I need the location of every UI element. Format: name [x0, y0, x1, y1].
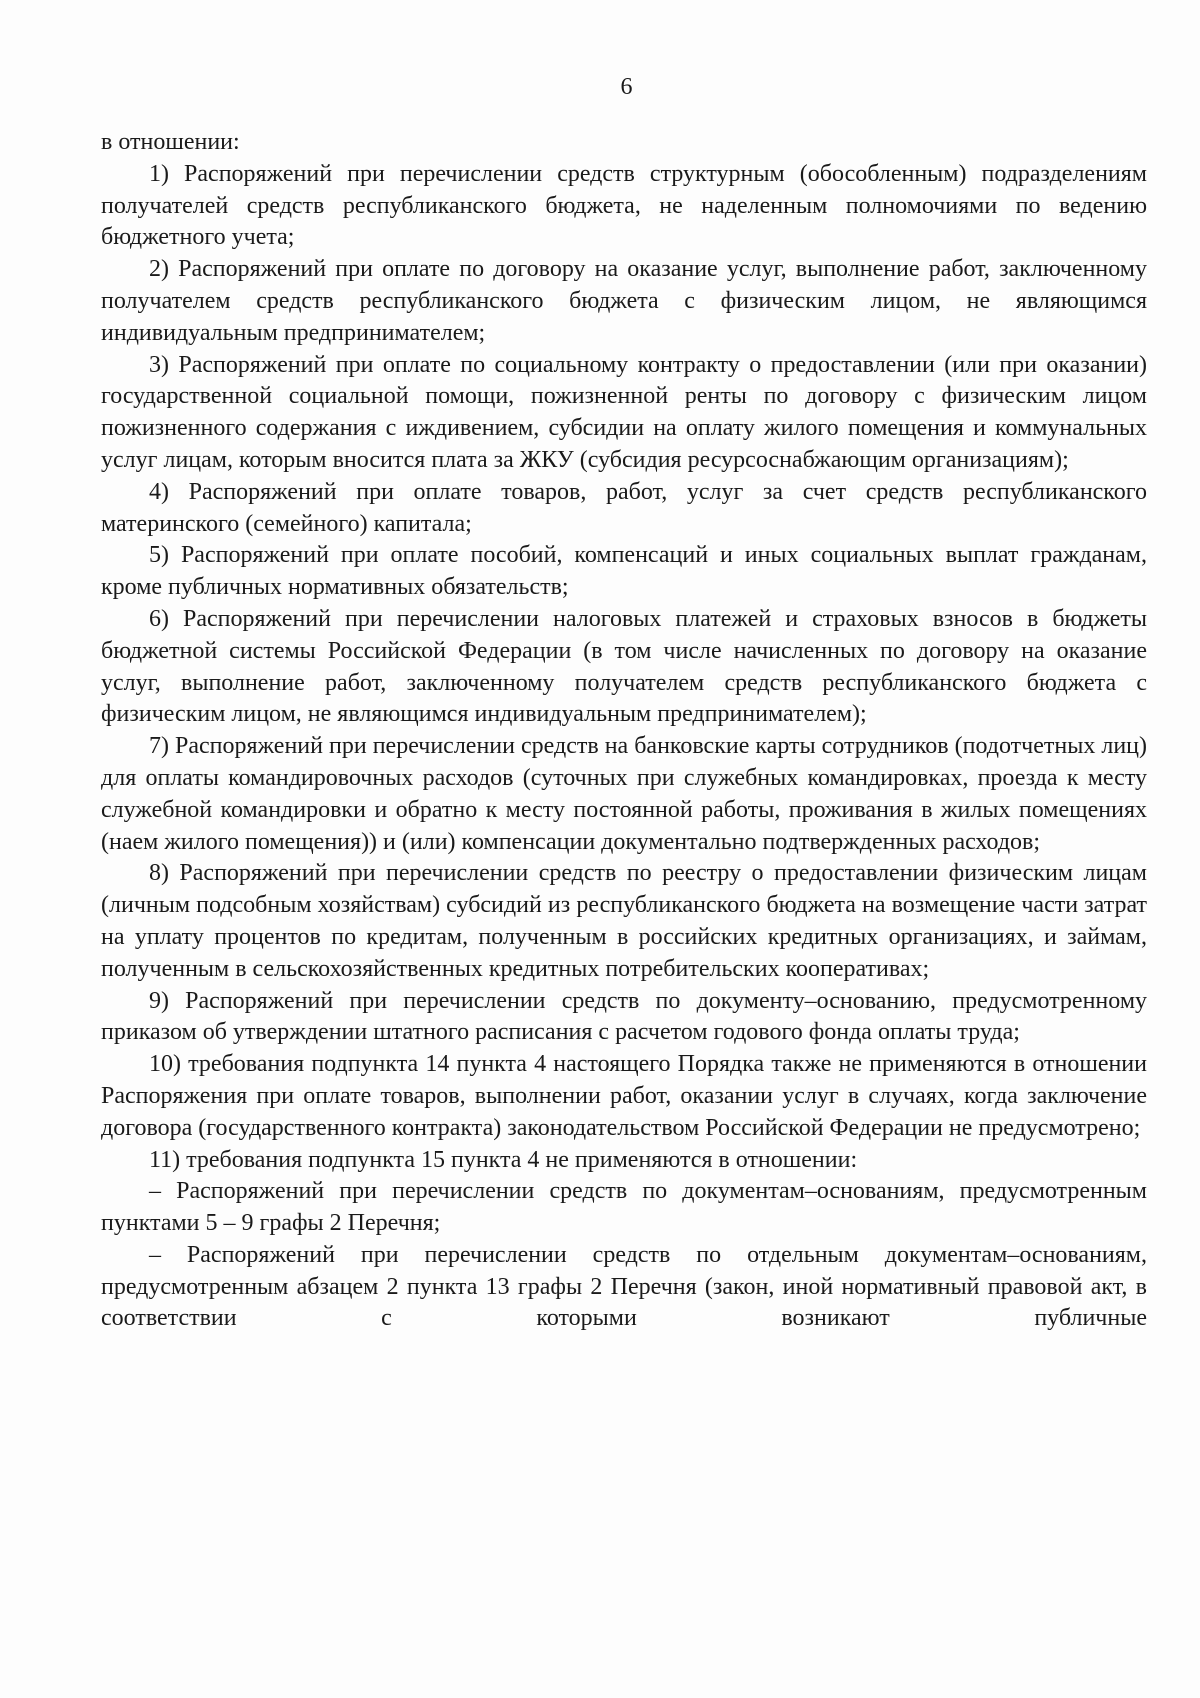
paragraph-intro: в отношении: — [101, 129, 240, 155]
paragraph-item-3: 3) Распоряжений при оплате по социальному контракту о предоставлении (или при оказании) государственной социальной помощи, пожизненной ренты по договору с физическим лицом пожизненного содержания с иждивением, субсидии на оплату жилого помещения и коммунальных услуг лицам, которым вносится плата за ЖКУ (субсидия ресурсоснабжающим организациям); — [101, 351, 1147, 473]
paragraph-item-11: 11) требования подпункта 15 пункта 4 не применяются в отношении: — [149, 1146, 858, 1173]
paragraph-item-8: 8) Распоряжений при перечислении средств по реестру о предоставлении физическим лицам (личным подсобным хозяйствам) субсидий из республиканского бюджета на возмещение части затрат на уплату процентов по кредитам, полученным в российских кредитных организациях, и займам, полученным в сельскохозяйственных кредитных потребительских кооперативах; — [101, 860, 1147, 982]
paragraph-item-7: 7) Распоряжений при перечислении средств на банковские карты сотрудников (подотчетных лиц) для оплаты командировочных расходов (суточных при служебных командировках, проезда к месту служебной командировки и обратно к месту постоянной работы, проживания в жилых помещениях (наем жилого помещения)) и (или) компенсации документально подтвержденных расходов; — [101, 733, 1147, 855]
paragraph-item-1: 1) Распоряжений при перечислении средств структурным (обособленным) подразделениям получателей средств республиканского бюджета, не наделенным полномочиями по ведению бюджетного учета; — [101, 160, 1147, 251]
paragraph-item-4: 4) Распоряжений при оплате товаров, работ, услуг за счет средств республиканского материнского (семейного) капитала; — [101, 478, 1147, 537]
page-number: 6 — [620, 74, 633, 100]
paragraph-item-2: 2) Распоряжений при оплате по договору на оказание услуг, выполнение работ, заключенному получателем средств республиканского бюджета с физическим лицом, не являющимся индивидуальным предпринимателем; — [101, 256, 1147, 346]
paragraph-item-5: 5) Распоряжений при оплате пособий, компенсаций и иных социальных выплат гражданам, кроме публичных нормативных обязательств; — [101, 542, 1147, 601]
paragraph-item-9: 9) Распоряжений при перечислении средств по документу–основанию, предусмотренному приказом об утверждении штатного расписания с расчетом годового фонда оплаты труда; — [101, 987, 1147, 1046]
paragraph-subitem-1: – Распоряжений при перечислении средств по документам–основаниям, предусмотренным пунктами 5 – 9 графы 2 Перечня; — [101, 1178, 1147, 1237]
document-body — [101, 127, 1147, 1335]
paragraph-item-10: 10) требования подпункта 14 пункта 4 настоящего Порядка также не применяются в отношении Распоряжения при оплате товаров, выполнении работ, оказании услуг в случаях, когда заключение договора (государственного контракта) законодательством Российской Федерации не предусмотрено; — [101, 1051, 1147, 1141]
paragraph-subitem-2: – Распоряжений при перечислении средств по отдельным документам–основаниям, предусмотренным абзацем 2 пункта 13 графы 2 Перечня (закон, иной нормативный правовой акт, в соответствии с которыми возникают публичные — [101, 1241, 1147, 1332]
paragraph-item-6: 6) Распоряжений при перечислении налоговых платежей и страховых взносов в бюджеты бюджетной системы Российской Федерации (в том числе начисленных по договору на оказание услуг, выполнение работ, заключенному получателем средств республиканского бюджета с физическим лицом, не являющимся индивидуальным предпринимателем); — [101, 605, 1147, 728]
